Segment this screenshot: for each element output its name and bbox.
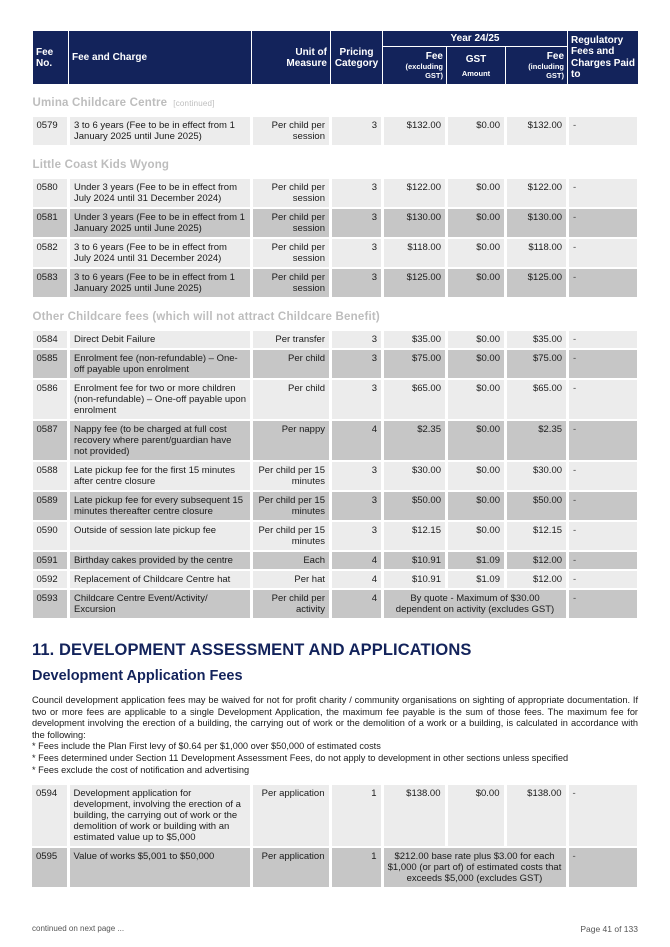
fee-number: 0587 [33,420,69,461]
fee-including-gst: $50.00 [506,491,568,521]
unit-of-measure: Each [252,551,331,570]
header-fee-incl-label: Fee [546,51,565,62]
fee-number: 0585 [33,349,69,379]
fee-excluding-gst: $50.00 [383,491,447,521]
gst-amount: $0.00 [447,461,506,491]
table-row [33,461,639,491]
fee-excluding-gst: $10.91 [383,551,447,570]
table-row [32,847,638,888]
unit-of-measure: Per transfer [252,331,331,349]
table-row [33,208,639,238]
fee-including-gst: $122.00 [506,179,568,208]
fee-quote-note: By quote - Maximum of $30.00 dependent on activity (excludes GST) [383,589,568,619]
regulatory-fee: - [568,238,639,268]
regulatory-fee: - [568,179,639,208]
dev-fee-table-wrap [32,785,640,889]
unit-of-measure: Per child per 15 minutes [252,461,331,491]
regulatory-fee: - [568,589,639,619]
fee-including-gst: $12.15 [506,521,568,551]
section-header-cell [33,146,639,179]
regulatory-fee: - [568,551,639,570]
intro-bullet: * Fees determined under Section 11 Development Assessment Fees, do not apply to development in other sections unless specified [32,752,569,763]
table-row [33,551,639,570]
fee-number: 0584 [33,331,69,349]
unit-of-measure: Per hat [252,570,331,589]
fee-including-gst: $125.00 [506,268,568,298]
fee-excluding-gst: $2.35 [383,420,447,461]
regulatory-fee: - [568,349,639,379]
fee-excluding-gst: $30.00 [383,461,447,491]
table-row [33,179,639,208]
section-header-row [33,298,639,331]
pricing-category: 3 [331,238,383,268]
unit-of-measure: Per child per session [252,208,331,238]
section-heading: 11. DEVELOPMENT ASSESSMENT AND APPLICATIONS [32,641,472,659]
section-header-row [33,85,639,118]
fee-description: Development application for development, involving the erection of a building, the carrying out of work or the demolition of work or building with an estimated value up to $5,000 [68,785,251,847]
gst-amount: $1.09 [447,570,506,589]
header-fee-excl-sub: (excluding GST) [405,62,443,80]
pricing-category: 1 [330,785,382,847]
dev-table-body [32,785,638,888]
fee-description: 3 to 6 years (Fee to be in effect from July 2024 until 31 December 2024) [69,238,252,268]
pricing-category: 3 [331,349,383,379]
section-header-row [33,146,639,179]
fee-description: Value of works $5,001 to $50,000 [68,847,251,888]
fee-number: 0592 [33,570,69,589]
fee-number: 0579 [33,117,69,146]
table-row [32,785,638,847]
gst-amount: $0.00 [446,785,505,847]
fee-number: 0581 [33,208,69,238]
table-row [33,331,639,349]
fee-schedule-page [32,30,638,620]
fee-including-gst: $35.00 [506,331,568,349]
table-header [33,31,639,85]
pricing-category: 4 [331,589,383,619]
fee-description: Birthday cakes provided by the centre [69,551,252,570]
pricing-category: 1 [330,847,382,888]
regulatory-fee: - [568,117,639,146]
pricing-category: 4 [331,570,383,589]
fee-description: 3 to 6 years (Fee to be in effect from 1 January 2025 until June 2025) [69,268,252,298]
gst-amount: $0.00 [447,238,506,268]
header-year: Year 24/25 [383,31,568,47]
unit-of-measure: Per child per 15 minutes [252,521,331,551]
header-regulatory: Regulatory Fees and Charges Paid to [568,31,639,85]
table-row [33,491,639,521]
pricing-category: 3 [331,491,383,521]
section-continued-note: [continued] [173,99,215,108]
regulatory-fee: - [567,785,638,847]
header-fee-excl-label: Fee [425,51,443,62]
table-row [33,379,639,420]
fee-excluding-gst: $122.00 [383,179,447,208]
fee-excluding-gst: $65.00 [383,379,447,420]
gst-amount: $0.00 [447,379,506,420]
regulatory-fee: - [567,847,638,888]
intro-paragraph: Council development application fees may be waived for not for profit charity / community organisations on sighting of appropriate documentation. If two or more fees are applicable to a single Development Application, the maximum fee payable is the sum of those fees. The maximum fee for development involving the erection of a building, the carrying out of work or the demolition of a work or a building, is calculated in accordance with the following: [32,695,638,740]
unit-of-measure: Per child per session [252,268,331,298]
fee-including-gst: $12.00 [506,570,568,589]
pricing-category: 4 [331,420,383,461]
pricing-category: 3 [331,379,383,420]
fee-excluding-gst: $125.00 [383,268,447,298]
pricing-category: 3 [331,208,383,238]
gst-amount: $0.00 [447,420,506,461]
table-row [33,238,639,268]
fee-excluding-gst: $12.15 [383,521,447,551]
fee-including-gst: $118.00 [506,238,568,268]
unit-of-measure: Per child per session [252,238,331,268]
regulatory-fee: - [568,420,639,461]
header-gst-sub: Amount [461,68,491,78]
pricing-category: 4 [331,551,383,570]
table-row [33,570,639,589]
fee-number: 0590 [33,521,69,551]
unit-of-measure: Per child per activity [252,589,331,619]
fee-excluding-gst: $35.00 [383,331,447,349]
fee-excluding-gst: $75.00 [383,349,447,379]
fee-excluding-gst: $130.00 [383,208,447,238]
fee-description: Late pickup fee for every subsequent 15 minutes thereafter centre closure [69,491,252,521]
fee-excluding-gst: $10.91 [383,570,447,589]
unit-of-measure: Per nappy [252,420,331,461]
gst-amount: $0.00 [447,179,506,208]
table-row [33,521,639,551]
pricing-category: 3 [331,268,383,298]
pricing-category: 3 [331,331,383,349]
fee-number: 0582 [33,238,69,268]
fee-including-gst: $2.35 [506,420,568,461]
unit-of-measure: Per child per 15 minutes [252,491,331,521]
fee-including-gst: $30.00 [506,461,568,491]
fee-description: Late pickup fee for the first 15 minutes after centre closure [69,461,252,491]
section-title [33,98,639,117]
fee-description: 3 to 6 years (Fee to be in effect from 1 January 2025 until June 2025) [69,117,252,146]
gst-amount: $0.00 [447,349,506,379]
fee-number: 0595 [32,847,68,888]
section-title [33,160,639,179]
section-title-text: Umina Childcare Centre [32,97,168,109]
pricing-category: 3 [331,179,383,208]
regulatory-fee: - [568,208,639,238]
gst-amount: $1.09 [447,551,506,570]
intro-bullet: * Fees exclude the cost of notification and advertising [32,764,250,775]
section-header-cell [33,298,639,331]
fee-description: Childcare Centre Event/Activity/ Excursion [69,589,252,619]
fee-excluding-gst: $132.00 [383,117,447,146]
gst-amount: $0.00 [447,521,506,551]
fee-quote-note: $212.00 base rate plus $3.00 for each $1,000 (or part of) of estimated costs that exceeds $5,000 (excludes GST) [382,847,567,888]
fee-including-gst: $130.00 [506,208,568,238]
regulatory-fee: - [568,521,639,551]
fee-excluding-gst: $118.00 [383,238,447,268]
gst-amount: $0.00 [447,491,506,521]
dev-fee-table [32,785,640,889]
fee-description: Enrolment fee (non-refundable) – One-off payable upon enrolment [69,349,252,379]
gst-amount: $0.00 [447,208,506,238]
pricing-category: 3 [331,521,383,551]
regulatory-fee: - [568,379,639,420]
fee-including-gst: $75.00 [506,349,568,379]
section-header-cell [33,85,639,118]
fee-number: 0589 [33,491,69,521]
header-fee-including [506,47,568,85]
fee-number: 0593 [33,589,69,619]
intro-bullet: * Fees include the Plan First levy of $0.64 per $1,000 over $50,000 of estimated costs [32,741,381,752]
regulatory-fee: - [568,491,639,521]
table-row [33,589,639,619]
fee-number: 0588 [33,461,69,491]
unit-of-measure: Per child [252,349,331,379]
intro-text [32,695,638,776]
fee-number: 0583 [33,268,69,298]
fee-description: Replacement of Childcare Centre hat [69,570,252,589]
header-fee-incl-sub: (including GST) [528,62,565,80]
header-gst-label: GST [465,53,487,65]
fee-number: 0586 [33,379,69,420]
fee-description: Under 3 years (Fee to be in effect from 1 January 2025 until June 2025) [69,208,252,238]
fee-number: 0591 [33,551,69,570]
fee-including-gst: $138.00 [505,785,567,847]
section-title-text: Little Coast Kids Wyong [32,159,170,171]
gst-amount: $0.00 [447,331,506,349]
header-pricing-category: Pricing Category [331,31,383,85]
fee-including-gst: $12.00 [506,551,568,570]
regulatory-fee: - [568,461,639,491]
header-unit-of-measure: Unit of Measure [252,31,331,85]
unit-of-measure: Per child per session [252,179,331,208]
fee-including-gst: $132.00 [506,117,568,146]
unit-of-measure: Per child per session [252,117,331,146]
header-gst [447,47,506,85]
table-row [33,117,639,146]
section-title [33,312,639,331]
gst-amount: $0.00 [447,268,506,298]
header-fee-and-charge: Fee and Charge [69,31,252,85]
table-body [33,85,639,620]
table-row [33,349,639,379]
fee-number: 0580 [33,179,69,208]
footer-page-number: Page 41 of 133 [580,924,638,934]
header-fee-excluding [383,47,447,85]
fee-description: Nappy fee (to be charged at full cost recovery where parent/guardian have not provided) [69,420,252,461]
gst-amount: $0.00 [447,117,506,146]
fee-description: Under 3 years (Fee to be in effect from July 2024 until 31 December 2024) [69,179,252,208]
unit-of-measure: Per child [252,379,331,420]
regulatory-fee: - [568,331,639,349]
pricing-category: 3 [331,117,383,146]
fee-including-gst: $65.00 [506,379,568,420]
section-title-text: Other Childcare fees (which will not attract Childcare Benefit) [32,311,380,323]
table-row [33,420,639,461]
pricing-category: 3 [331,461,383,491]
fee-description: Enrolment fee for two or more children (non-refundable) – One-off payable upon enrolment [69,379,252,420]
fee-number: 0594 [32,785,68,847]
fee-description: Direct Debit Failure [69,331,252,349]
footer-continued: continued on next page ... [32,924,125,933]
table-row [33,268,639,298]
fee-excluding-gst: $138.00 [382,785,446,847]
regulatory-fee: - [568,268,639,298]
regulatory-fee: - [568,570,639,589]
subsection-heading: Development Application Fees [32,668,243,684]
unit-of-measure: Per application [251,847,330,888]
fee-description: Outside of session late pickup fee [69,521,252,551]
fee-table [32,30,640,620]
header-fee-no: Fee No. [33,31,69,85]
unit-of-measure: Per application [251,785,330,847]
